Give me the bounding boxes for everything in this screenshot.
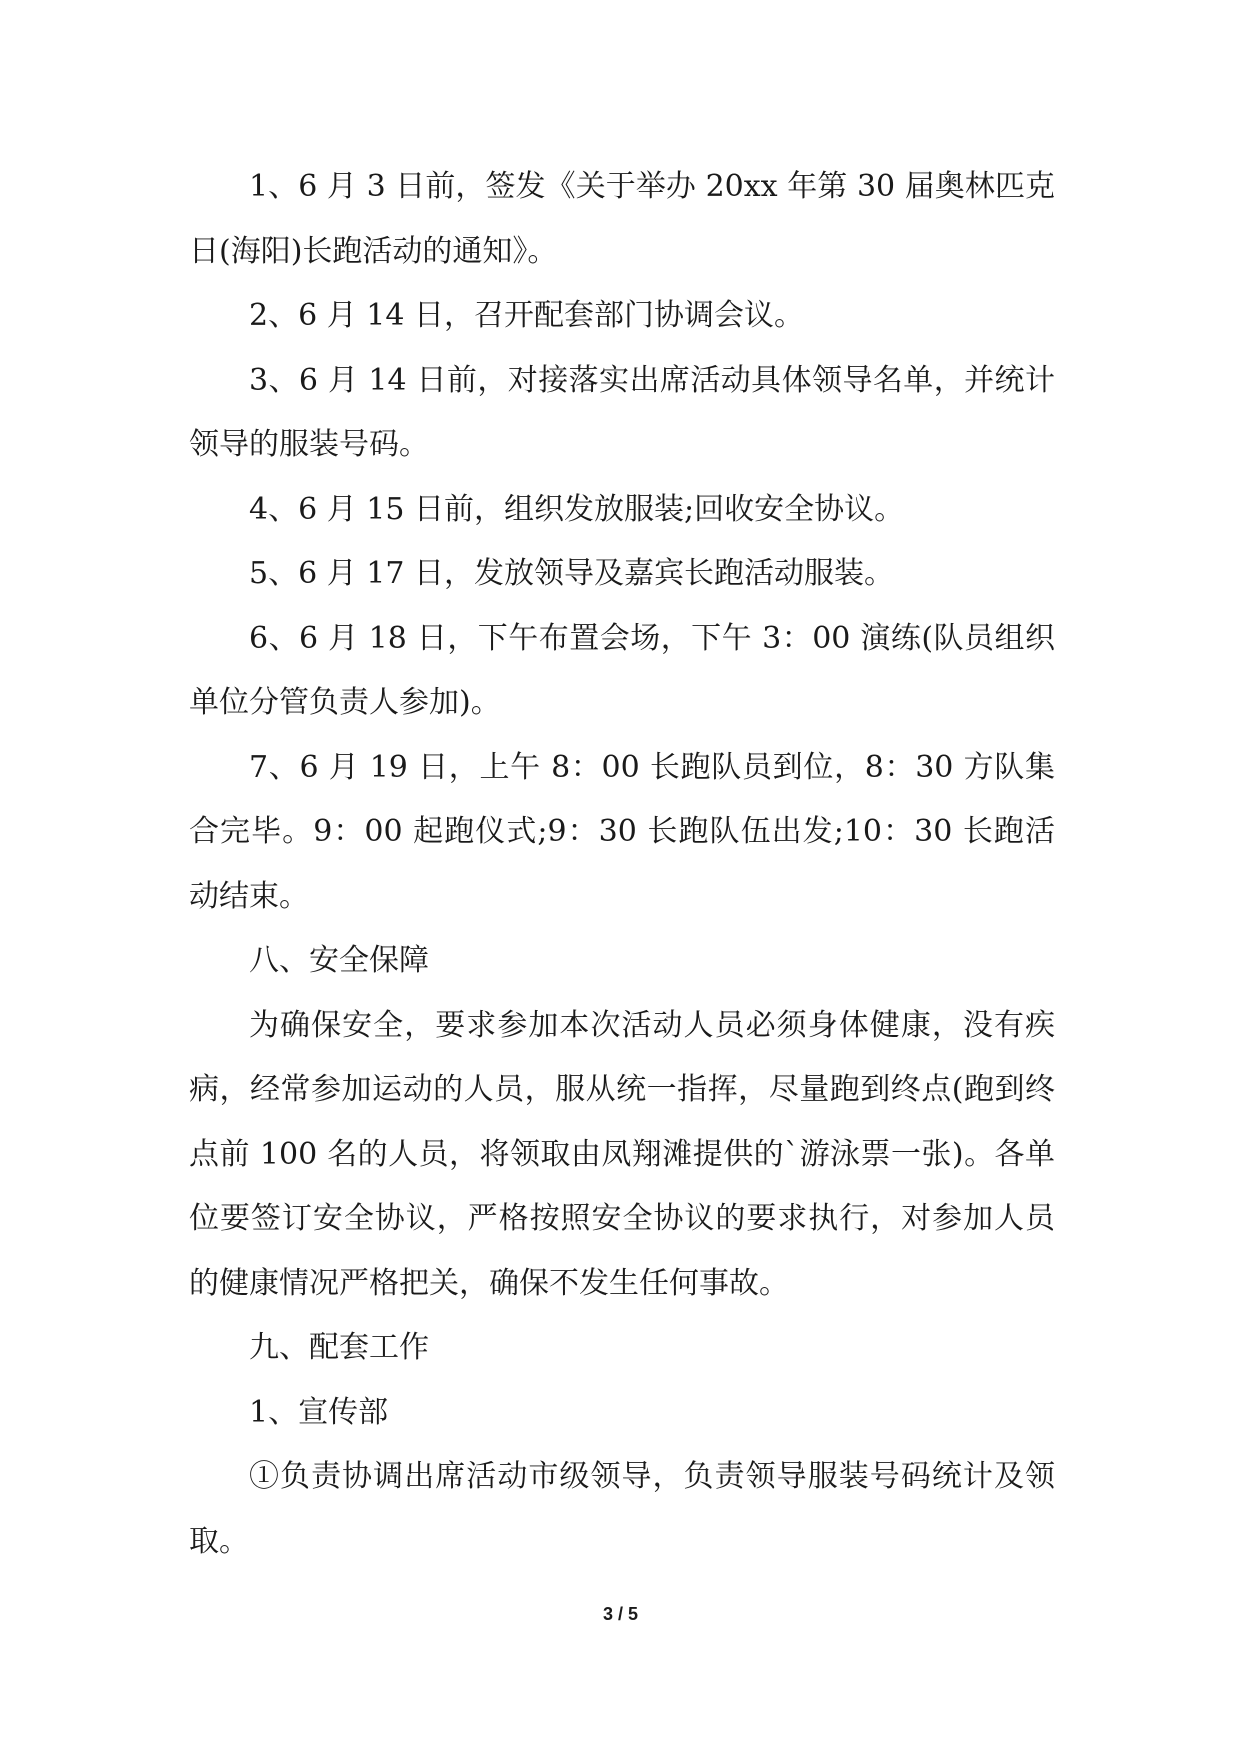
page-number: 3 / 5 [602, 1604, 639, 1624]
section-heading-safety: 八、安全保障 [249, 943, 429, 978]
paragraph-schedule-7: 7、6 月 19 日，上午 8：00 长跑队员到位，8：30 方队集合完毕。9：00 起跑仪式;9：30 长跑队伍出发;10：30 长跑活动结束。 [189, 749, 1055, 914]
paragraph-schedule-1: 1、6 月 3 日前，签发《关于举办 20xx 年第 30 届奥林匹克日(海阳)长跑活动的通知》。 [189, 169, 1055, 269]
section-heading-support: 九、配套工作 [249, 1330, 429, 1365]
document-body [189, 155, 1055, 1574]
paragraph-schedule-6: 6、6 月 18 日，下午布置会场，下午 3：00 演练(队员组织单位分管负责人参加)。 [189, 620, 1055, 720]
paragraph-safety: 为确保安全，要求参加本次活动人员必须身体健康，没有疾病，经常参加运动的人员，服从统一指挥，尽量跑到终点(跑到终点前 100 名的人员，将领取由凤翔滩提供的`游泳票一张)。各单位要签订安全协议，严格按照安全协议的要求执行，对参加人员的健康情况严格把关，确保不发生任何事故。 [189, 1007, 1055, 1301]
subheading-publicity: 1、宣传部 [249, 1394, 389, 1430]
paragraph-schedule-3: 3、6 月 14 日前，对接落实出席活动具体领导名单，并统计领导的服装号码。 [189, 362, 1055, 462]
paragraph-schedule-4: 4、6 月 15 日前，组织发放服装;回收安全协议。 [249, 491, 905, 527]
paragraph-schedule-5: 5、6 月 17 日，发放领导及嘉宾长跑活动服装。 [249, 556, 894, 591]
paragraph-publicity-1: ①负责协调出席活动市级领导，负责领导服装号码统计及领取。 [189, 1459, 1055, 1559]
paragraph-schedule-2: 2、6 月 14 日，召开配套部门协调会议。 [249, 298, 804, 333]
